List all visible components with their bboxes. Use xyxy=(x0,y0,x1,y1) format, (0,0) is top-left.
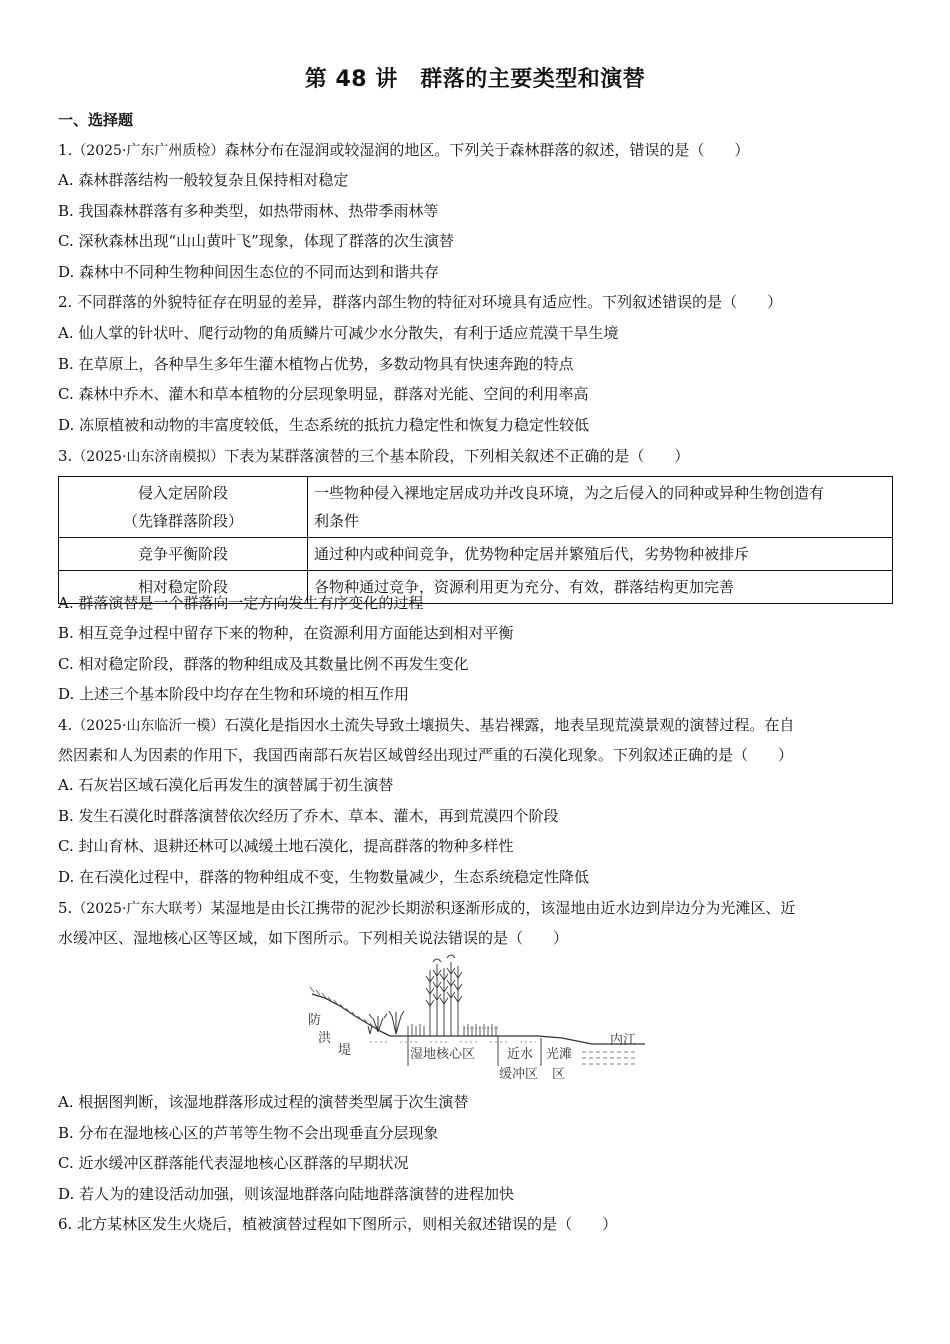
core-zone-label: 湿地核心区 xyxy=(410,1047,476,1062)
question-5-option-c: C. 近水缓冲区群落能代表湿地核心区群落的早期状况 xyxy=(58,1154,409,1172)
dike-label: 堤 xyxy=(338,1043,352,1058)
question-text: 森林分布在湿润或较湿润的地区。下列关于森林群落的叙述，错误的是（ ） xyxy=(224,141,750,159)
water-lines xyxy=(582,1052,637,1064)
table-row xyxy=(59,538,893,571)
question-3-option-d: D. 上述三个基本阶段中均存在生物和环境的相互作用 xyxy=(58,685,410,703)
question-3-option-c: C. 相对稳定阶段，群落的物种组成及其数量比例不再发生变化 xyxy=(58,655,469,673)
question-1-option-d: D. 森林中不同种生物种间因生态位的不同而达到和谐共存 xyxy=(58,263,440,281)
question-number: 5. xyxy=(58,899,73,917)
wetland-zone-diagram xyxy=(300,952,645,1087)
question-source: （2025·广东广州质检） xyxy=(72,143,225,159)
question-4-stem xyxy=(58,715,794,736)
question-number: 4. xyxy=(58,716,73,734)
question-6-stem: 6. 北方某林区发生火烧后，植被演替过程如下图所示，则相关叙述错误的是（ ） xyxy=(58,1215,618,1233)
dike-label: 洪 xyxy=(318,1031,332,1046)
buffer-zone-label: 缓冲区 xyxy=(499,1067,539,1082)
mudflat-label: 区 xyxy=(552,1067,566,1082)
river-label: 内江 xyxy=(610,1033,637,1048)
question-4-option-b: B. 发生石漠化时群落演替依次经历了乔木、草本、灌木，再到荒漠四个阶段 xyxy=(58,807,559,825)
question-source: （2025·山东济南模拟） xyxy=(72,449,225,465)
question-1-option-b: B. 我国森林群落有多种类型，如热带雨林、热带季雨林等 xyxy=(58,202,439,220)
table-cell-description: 各物种通过竞争，资源利用更为充分、有效，群落结构更加完善 xyxy=(308,571,893,604)
question-1-option-c: C. 深秋森林出现“山山黄叶飞”现象，体现了群落的次生演替 xyxy=(58,232,454,250)
question-text: 下表为某群落演替的三个基本阶段，下列相关叙述不正确的是（ ） xyxy=(224,447,690,465)
question-3-option-a: A. 群落演替是一个群落向一定方向发生有序变化的过程 xyxy=(58,594,424,612)
table-cell-description xyxy=(308,477,893,538)
question-2-stem: 2. 不同群落的外貌特征存在明显的差异，群落内部生物的特征对环境具有适应性。下列叙述错误的是（ ） xyxy=(58,293,783,311)
reed-plants xyxy=(426,955,462,1036)
question-4-option-d: D. 在石漠化过程中，群落的物种组成不变，生物数量减少，生态系统稳定性降低 xyxy=(58,868,590,886)
question-5-stem-cont: 水缓冲区、湿地核心区等区域，如下图所示。下列相关说法错误的是（ ） xyxy=(58,929,569,947)
page-title: 第 48 讲 群落的主要类型和演替 xyxy=(304,67,646,92)
question-text: 石漠化是指因水土流失导致土壤损失、基岩裸露，地表呈现荒漠景观的演替过程。在自 xyxy=(224,716,795,734)
ground-line xyxy=(390,1036,645,1044)
table-cell-description: 通过种内或种间竞争，优势物种定居并繁殖后代，劣势物种被排斥 xyxy=(308,538,893,571)
shrub-plants xyxy=(368,1011,404,1034)
question-text: 某湿地是由长江携带的泥沙长期淤积逐渐形成的，该湿地由近水边到岸边分为光滩区、近 xyxy=(210,899,796,917)
stage-description: 一些物种侵入裸地定居成功并改良环境，为之后侵入的同种或异种生物创造有 xyxy=(314,484,825,502)
question-number: 1. xyxy=(58,141,73,159)
section-heading: 一、选择题 xyxy=(58,111,134,129)
question-2-option-d: D. 冻原植被和动物的丰富度较低，生态系统的抵抗力稳定性和恢复力稳定性较低 xyxy=(58,416,590,434)
question-3-stem xyxy=(58,446,689,467)
question-4-option-a: A. 石灰岩区域石漠化后再发生的演替属于初生演替 xyxy=(58,776,394,794)
stage-name: 侵入定居阶段 xyxy=(137,484,228,502)
question-5-option-a: A. 根据图判断，该湿地群落形成过程的演替类型属于次生演替 xyxy=(58,1093,469,1111)
question-4-option-c: C. 封山育林、退耕还林可以减缓土地石漠化，提高群落的物种多样性 xyxy=(58,837,514,855)
question-2-option-c: C. 森林中乔木、灌木和草本植物的分层现象明显，群落对光能、空间的利用率高 xyxy=(58,385,589,403)
table-cell-stage xyxy=(59,477,308,538)
question-source: （2025·广东大联考） xyxy=(72,901,211,917)
question-3-option-b: B. 相互竞争过程中留存下来的物种，在资源利用方面能达到相对平衡 xyxy=(58,624,514,642)
mudflat-label: 光滩 xyxy=(546,1047,573,1062)
question-5-stem xyxy=(58,898,795,919)
table-row xyxy=(59,477,893,538)
question-number: 3. xyxy=(58,447,73,465)
grass-plants xyxy=(408,1024,498,1036)
buffer-zone-label: 近水 xyxy=(507,1047,534,1062)
table-cell-stage: 相对稳定阶段 xyxy=(59,571,308,604)
stage-subname: （先锋群落阶段） xyxy=(122,512,243,530)
question-1-stem xyxy=(58,140,749,161)
stage-description-cont: 利条件 xyxy=(314,512,360,530)
succession-stage-table xyxy=(58,476,893,604)
question-2-option-b: B. 在草原上，各种旱生多年生灌木植物占优势，多数动物具有快速奔跑的特点 xyxy=(58,355,574,373)
question-4-stem-cont: 然因素和人为因素的作用下，我国西南部石灰岩区域曾经出现过严重的石漠化现象。下列叙述正确的是（ ） xyxy=(58,746,794,764)
question-5-option-d: D. 若人为的建设活动加强，则该湿地群落向陆地群落演替的进程加快 xyxy=(58,1185,515,1203)
dike-label: 防 xyxy=(308,1013,322,1028)
question-1-option-a: A. 森林群落结构一般较复杂且保持相对稳定 xyxy=(58,171,349,189)
question-source: （2025·山东临沂一模） xyxy=(72,718,225,734)
table-cell-stage: 竞争平衡阶段 xyxy=(59,538,308,571)
question-2-option-a: A. 仙人掌的针状叶、爬行动物的角质鳞片可减少水分散失，有利于适应荒漠干旱生境 xyxy=(58,324,619,342)
question-5-option-b: B. 分布在湿地核心区的芦苇等生物不会出现垂直分层现象 xyxy=(58,1124,439,1142)
